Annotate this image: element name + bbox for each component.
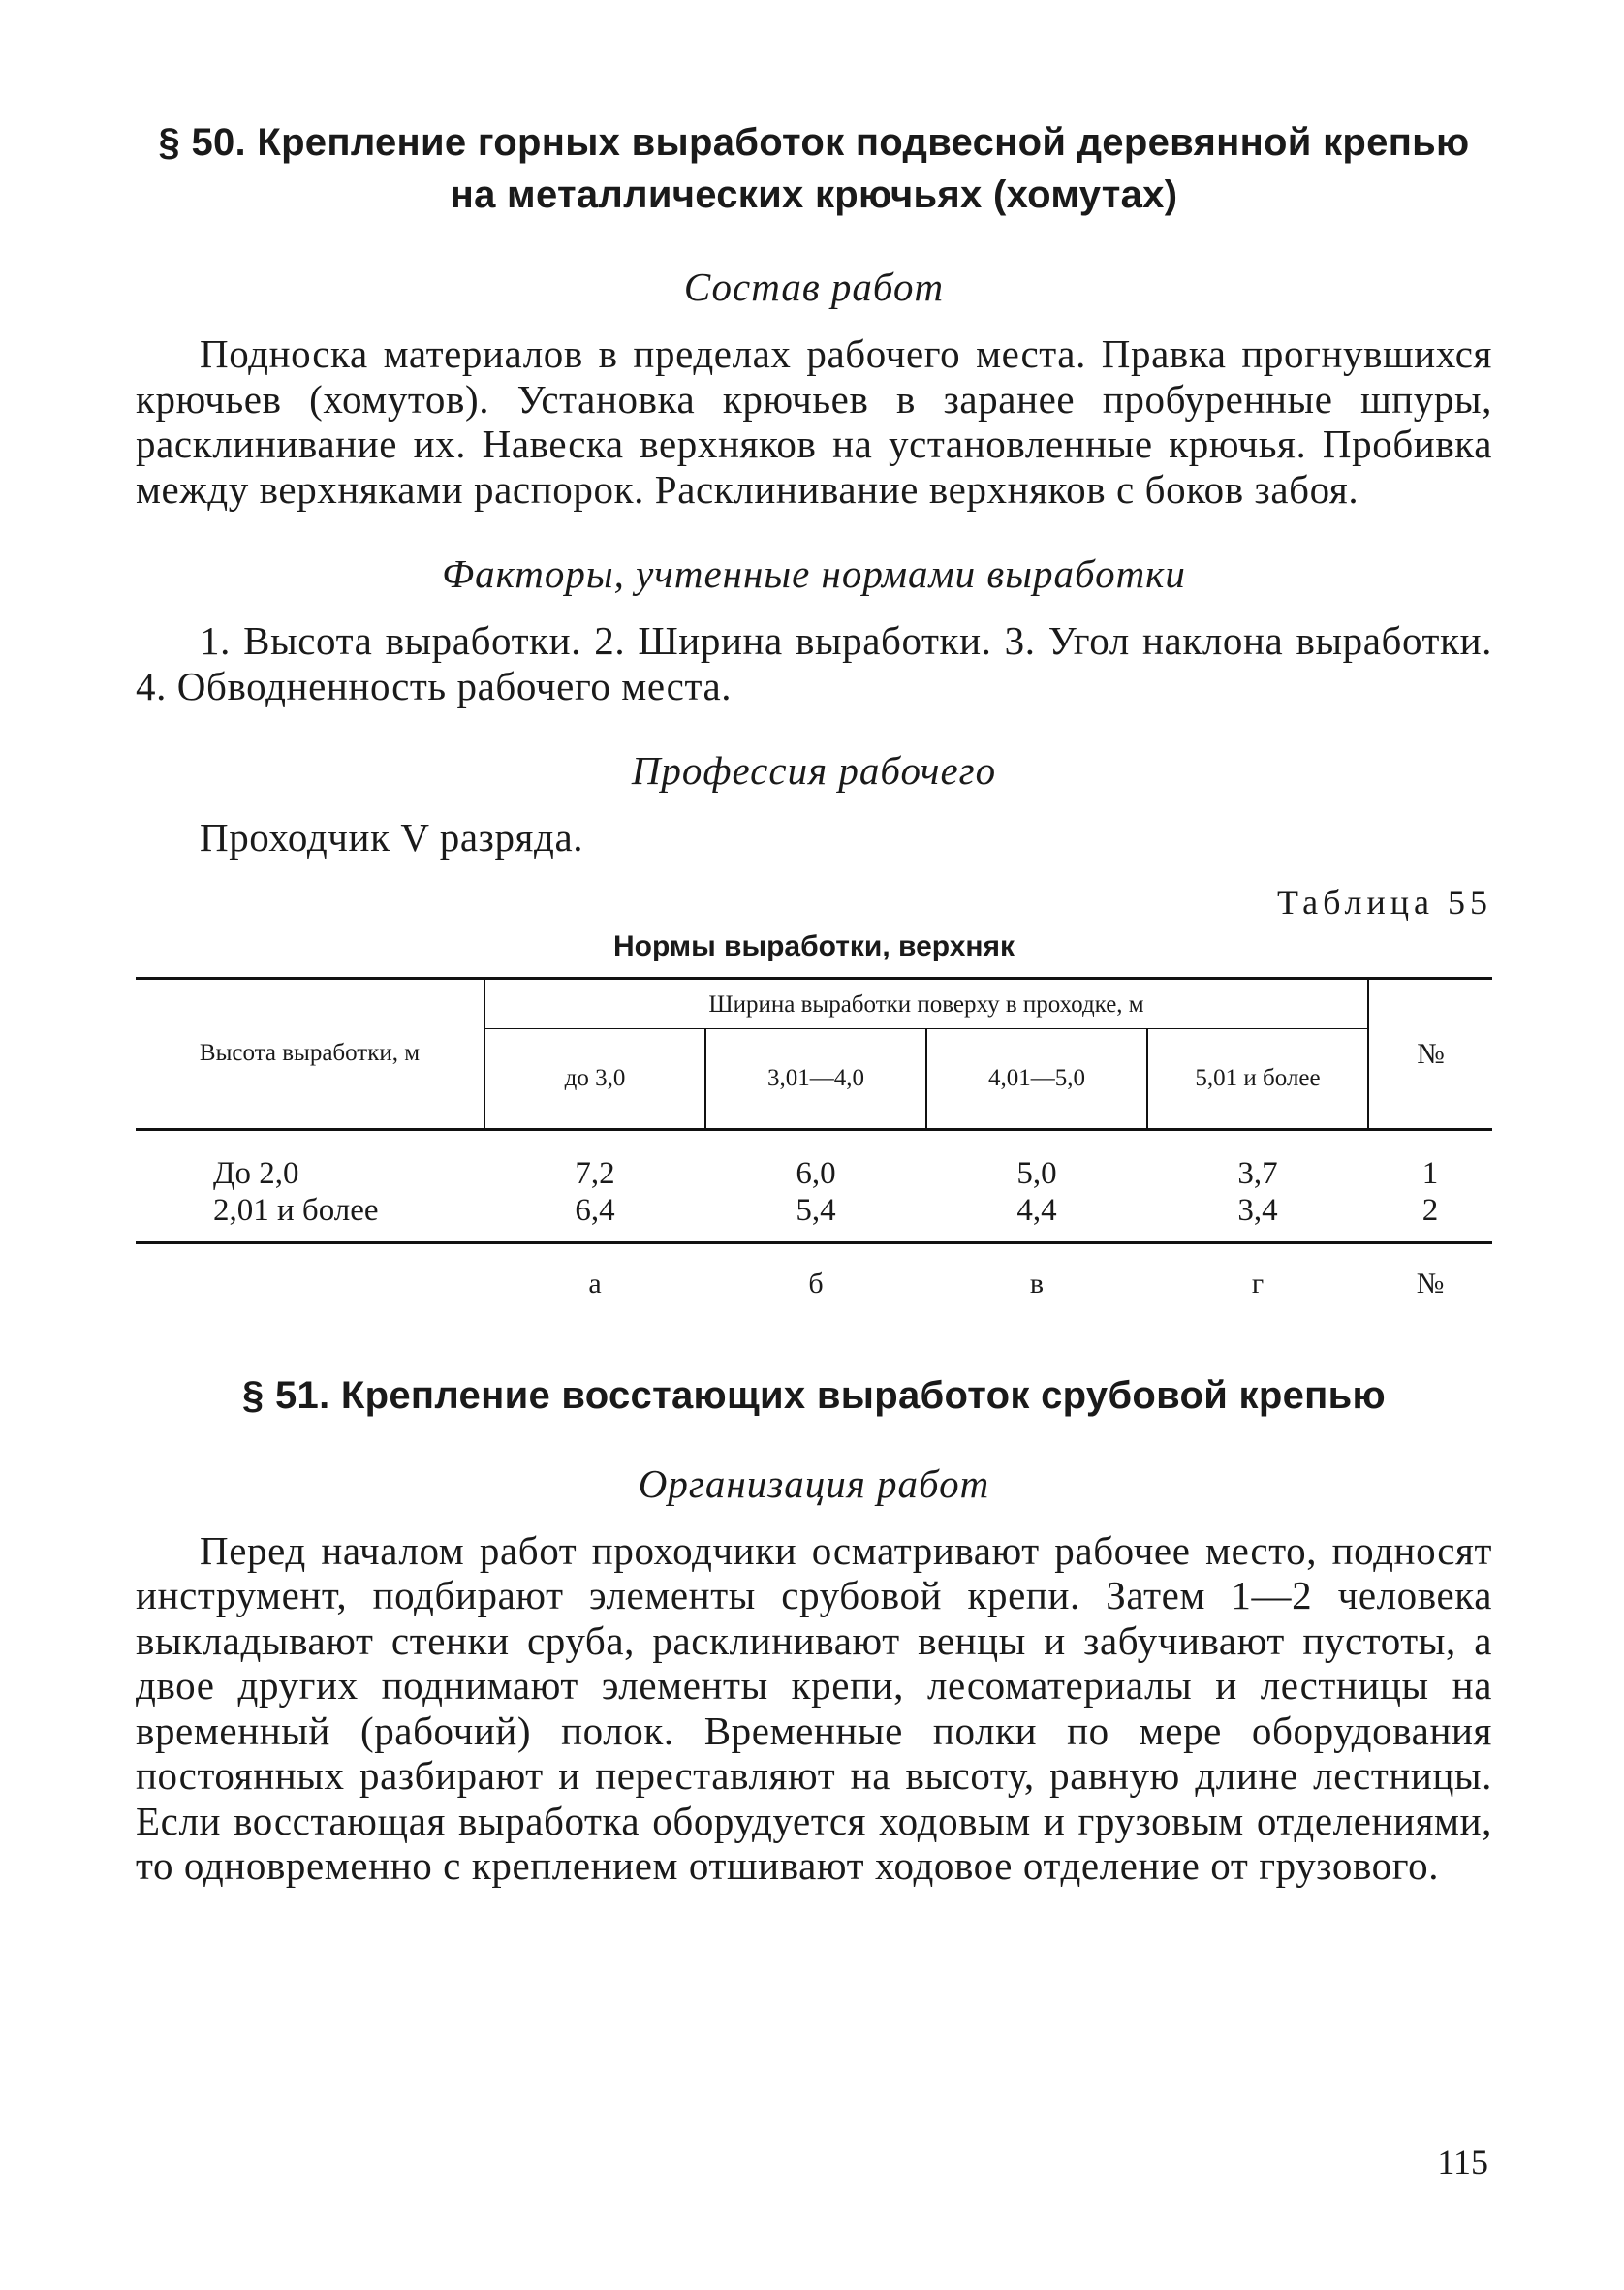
cell-value: 5,4 xyxy=(796,1192,836,1228)
cell-value: 6,0 xyxy=(796,1155,836,1191)
cell-value: 4,4 xyxy=(1016,1192,1057,1228)
column-letter: а xyxy=(588,1267,602,1300)
column-letter: б xyxy=(808,1267,824,1300)
profession-text: Проходчик V разряда. xyxy=(200,815,584,860)
organization-heading: Организация работ xyxy=(638,1460,990,1506)
cell-value: 6,4 xyxy=(575,1192,615,1228)
table-title: Нормы выработки, верхняк xyxy=(612,929,1015,962)
composition-heading: Состав работ xyxy=(683,265,945,309)
column-letter-num: № xyxy=(1416,1267,1445,1300)
section-50-title-line1: § 50. Крепление горных выработок подвесной деревянной крепью xyxy=(158,121,1470,164)
row-number: 2 xyxy=(1421,1192,1439,1228)
table-row xyxy=(136,1129,1492,1192)
cell-value: 5,0 xyxy=(1016,1155,1057,1191)
organization-text: Перед началом работ проходчики осматривают рабочее место, подносят инструмент, подбирают элементы срубовой крепи. Затем 1—2 человека выкладывают стенки сруба, расклинивают венцы и забучивают пустоты, а двое других поднимают элементы крепи, лесоматериалы и лестницы на временный (рабочий) полок. Временные полки по мере оборудования постоянных разбирают и переставляют на высоту, равную длине лестницы. Если восстающая выработка оборудуется ходовым и грузовым отделениями, то одновременно с креплением отшивают ходовое отделение от грузового. xyxy=(136,1527,1492,1888)
page-number: 115 xyxy=(1437,2143,1488,2181)
row-label: До 2,0 xyxy=(213,1155,299,1191)
column-letters-row xyxy=(136,1242,1492,1302)
col-header: до 3,0 xyxy=(484,1028,705,1129)
col-header: 5,01 и более xyxy=(1195,1064,1321,1091)
factors-heading: Факторы, учтенные нормами выработки xyxy=(442,551,1186,596)
norms-table xyxy=(136,977,1492,1302)
section-50-title xyxy=(136,116,1492,221)
cell-value: 3,7 xyxy=(1237,1155,1278,1191)
factors-text: 1. Высота выработки. 2. Ширина выработки. 3. Угол наклона выработки. 4. Обводненность рабочего места. xyxy=(136,618,1492,708)
profession-heading: Профессия рабочего xyxy=(631,748,997,793)
group-header: Ширина выработки поверху в проходке, м xyxy=(484,978,1368,1028)
row-header: Высота выработки, м xyxy=(136,978,484,1129)
composition-text: Подноска материалов в пределах рабочего места. Правка прогнувшихся крючьев (хомутов). Установка крючьев в заранее пробуренные шпуры, расклинивание их. Навеска верхняков на установленные крючья. Пробивка между верхняками распорок. Расклинивание верхняков с боков забоя. xyxy=(136,331,1492,512)
col-header: 3,01—4,0 xyxy=(705,1028,926,1129)
num-header: № xyxy=(1368,978,1492,1129)
row-number: 1 xyxy=(1421,1155,1439,1191)
cell-value: 7,2 xyxy=(575,1155,615,1191)
table-row xyxy=(136,1192,1492,1243)
row-label: 2,01 и более xyxy=(213,1192,379,1228)
page xyxy=(136,116,1492,1889)
table-number: Таблица 55 xyxy=(1277,882,1492,922)
cell-value: 3,4 xyxy=(1237,1192,1278,1228)
section-51-title: § 51. Крепление восстающих выработок срубовой крепью xyxy=(242,1373,1386,1417)
column-letter: в xyxy=(1029,1267,1045,1300)
column-letter: г xyxy=(1251,1267,1265,1300)
col-header: 4,01—5,0 xyxy=(926,1028,1147,1129)
section-50-title-line2: на металлических крючьях (хомутах) xyxy=(450,173,1178,216)
